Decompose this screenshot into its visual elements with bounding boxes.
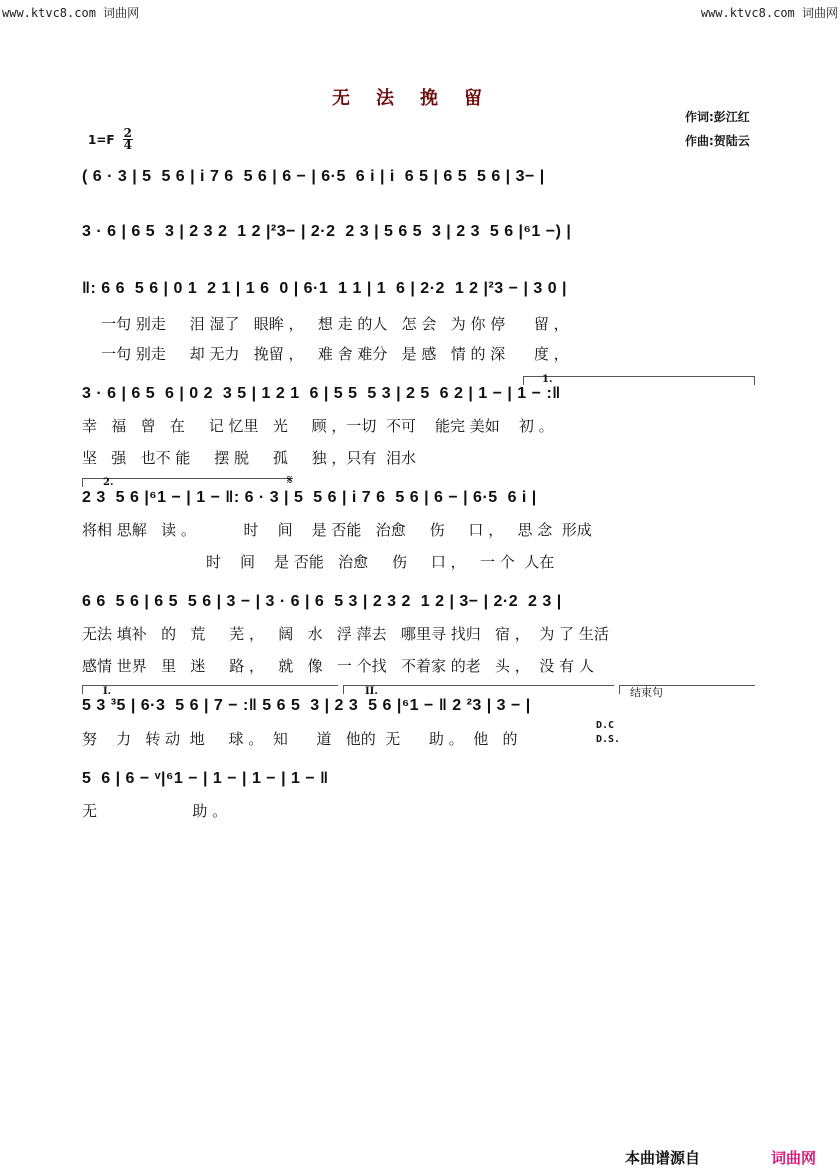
volta-label-I: I. (103, 686, 112, 697)
segno-icon: 𝄋 (287, 473, 293, 488)
key-signature (88, 128, 133, 151)
score-line-6-lyric-2: 感情 世界 里 迷 路 ， 就 像 一 个找 不着家 的老 头 ， 没 有 人 (82, 657, 594, 675)
volta-bracket-2 (82, 478, 293, 487)
score-line-3-notes: ‖: 6 6 5 6 | 0 1 2 1 | 1 6 0 | 6·1 1 1 | 1 6 | 2·2 1 2 |²3 − | 3 0 | (82, 280, 568, 297)
score-line-8-lyric-1: 无 助 。 (82, 802, 228, 820)
composer-credit: 作曲:贺陆云 (685, 134, 750, 148)
time-signature (123, 128, 133, 151)
score-line-4-lyric-2: 坚 强 也不 能 摆 脱 孤 独 ，只有 泪水 (82, 449, 416, 467)
score-line-5-lyric-1: 将相 思解 读 。 时 间 是 否能 治愈 伤 口 ， 思 念 形成 (82, 521, 592, 539)
score-line-2-notes: 3 · 6 | 6 5 3 | 2 3 2 1 2 |²3− | 2·2 2 3 | 5 6 5 3 | 2 3 5 6 |⁶1 −) | (82, 223, 572, 240)
score-line-4-lyric-1: 幸 福 曾 在 记 忆里 光 顾 ，一切 不可 能完 美如 初 。 (82, 417, 554, 435)
score-line-4-notes: 3 · 6 | 6 5 6 | 0 2 3 5 | 1 2 1 6 | 5 5 5 3 | 2 5 6 2 | 1 − | 1 − :‖ (82, 385, 561, 402)
score-line-5-notes: 2 3 5 6 |⁶1 − | 1 − ‖: 6 · 3 | 5 5 6 | i 7 6 5 6 | 6 − | 6·5 6 i | (82, 489, 537, 506)
dc-mark: D.C (596, 720, 615, 731)
lyricist-credit: 作词:彭江红 (685, 110, 750, 124)
key-label: 1=F (88, 132, 115, 147)
score-line-3-lyric-2: 一句 别走 却 无力 挽留 ， 难 舍 难分 是 感 情 的 深 度 ， (82, 345, 569, 363)
footer-source-label: 本曲谱源自 (625, 1149, 701, 1167)
score-line-5-lyric-2: 时 间 是 否能 治愈 伤 口 ， 一 个 人在 (82, 553, 555, 571)
volta-bracket-II (343, 685, 614, 694)
volta-label-2: 2. (103, 477, 114, 488)
score-line-8-notes: 5 6 | 6 − ᵛ|⁶1 − | 1 − | 1 − | 1 − ‖ (82, 770, 329, 787)
footer-site-link[interactable]: 词曲网 (771, 1149, 817, 1167)
score-line-6-notes: 6 6 5 6 | 6 5 5 6 | 3 − | 3 · 6 | 6 5 3 | 2 3 2 1 2 | 3− | 2·2 2 3 | (82, 593, 562, 610)
score-line-1-notes: ( 6 · 3 | 5 5 6 | i 7 6 5 6 | 6 − | 6·5 6 i | i 6 5 | 6 5 5 6 | 3− | (82, 168, 545, 185)
ds-mark: D.S. (596, 734, 621, 745)
volta-bracket-I (82, 685, 338, 694)
score-line-7-notes: 5 3 ³5 | 6·3 5 6 | 7 − :‖ 5 6 5 3 | 2 3 5 6 |⁶1 − ‖ 2 ²3 | 3 − | (82, 697, 531, 714)
volta-bracket-1 (523, 376, 755, 385)
volta-label-1: 1. (542, 374, 553, 385)
score-line-7-lyric-1: 努 力 转 动 地 球 。 知 道 他的 无 助 。 他 的 (82, 730, 518, 748)
time-denominator: 4 (123, 138, 132, 152)
watermark-left: www.ktvc8.com 词曲网 (2, 6, 140, 20)
score-line-6-lyric-1: 无法 填补 的 荒 芜 ， 阔 水 浮 萍去 哪里寻 找归 宿 ， 为 了 生活 (82, 625, 609, 643)
song-title: 无法挽留 (332, 88, 508, 109)
time-numerator: 2 (123, 126, 132, 140)
ending-phrase-label: 结束句 (630, 686, 663, 699)
watermark-right: www.ktvc8.com 词曲网 (700, 6, 838, 20)
score-line-3-lyric-1: 一句 别走 泪 湿了 眼眸 ， 想 走 的人 怎 会 为 你 停 留 ， (82, 315, 569, 333)
volta-label-II: II. (365, 686, 378, 697)
